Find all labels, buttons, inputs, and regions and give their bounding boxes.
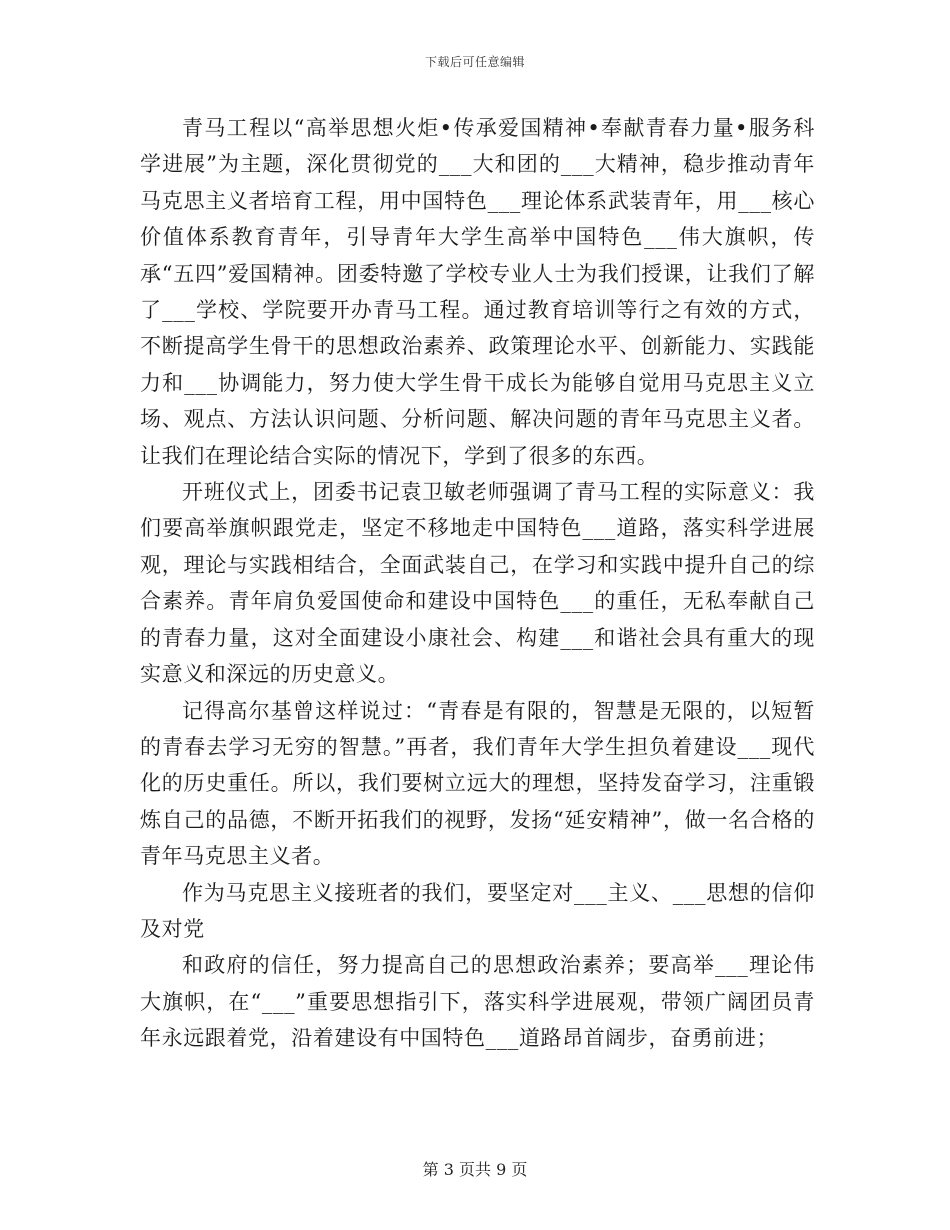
paragraph-5: 和政府的信任，努力提高自己的思想政治素养；要高举___理论伟大旗帜，在“___”重要思想指引下，落实科学进展观，带领广阔团员青年永远跟着党，沿着建设有中国特色___道路昂首阔步，奋勇前进； <box>140 953 815 1051</box>
paragraph-2: 开班仪式上，团委书记袁卫敏老师强调了青马工程的实际意义：我们要高举旗帜跟党走，坚定不移地走中国特色___道路，落实科学进展观，理论与实践相结合，全面武装自己，在学习和实践中提升自己的综合素养。青年肩负爱国使命和建设中国特色___的重任，无私奉献自己的青春力量，这对全面建设小康社会、构建___和谐社会具有重大的现实意义和深远的历史意义。 <box>140 480 815 687</box>
paragraph-1: 青马工程以“高举思想火炬•传承爱国精神•奉献青春力量•服务科学进展”为主题，深化贯彻党的___大和团的___大精神，稳步推动青年马克思主义者培育工程，用中国特色___理论体系武装青年，用___核心价值体系教育青年，引导青年大学生高举中国特色___伟大旗帜，传承“五四”爱国精神。团委特邀了学校专业人士为我们授课，让我们了解了___学校、学院要开办青马工程。通过教育培训等行之有效的方式，不断提高学生骨干的思想政治素养、政策理论水平、创新能力、实践能力和___协调能力，努力使大学生骨干成长为能够自觉用马克思主义立场、观点、方法认识问题、分析问题、解决问题的青年马克思主义者。让我们在理论结合实际的情况下，学到了很多的东西。 <box>140 116 815 468</box>
paragraph-4: 作为马克思主义接班者的我们，要坚定对___主义、___思想的信仰及对党 <box>140 880 815 941</box>
document-body <box>140 110 815 1057</box>
page-header: 下载后可任意编辑 <box>424 55 525 69</box>
page-number-footer: 第 3 页共 9 页 <box>422 1160 528 1179</box>
paragraph-3: 记得高尔基曾这样说过：“青春是有限的，智慧是无限的，以短暂的青春去学习无穷的智慧。”再者，我们青年大学生担负着建设___现代化的历史重任。所以，我们要树立远大的理想，坚持发奋学习，注重锻炼自己的品德，不断开拓我们的视野，发扬“延安精神”，做一名合格的青年马克思主义者。 <box>140 698 815 869</box>
